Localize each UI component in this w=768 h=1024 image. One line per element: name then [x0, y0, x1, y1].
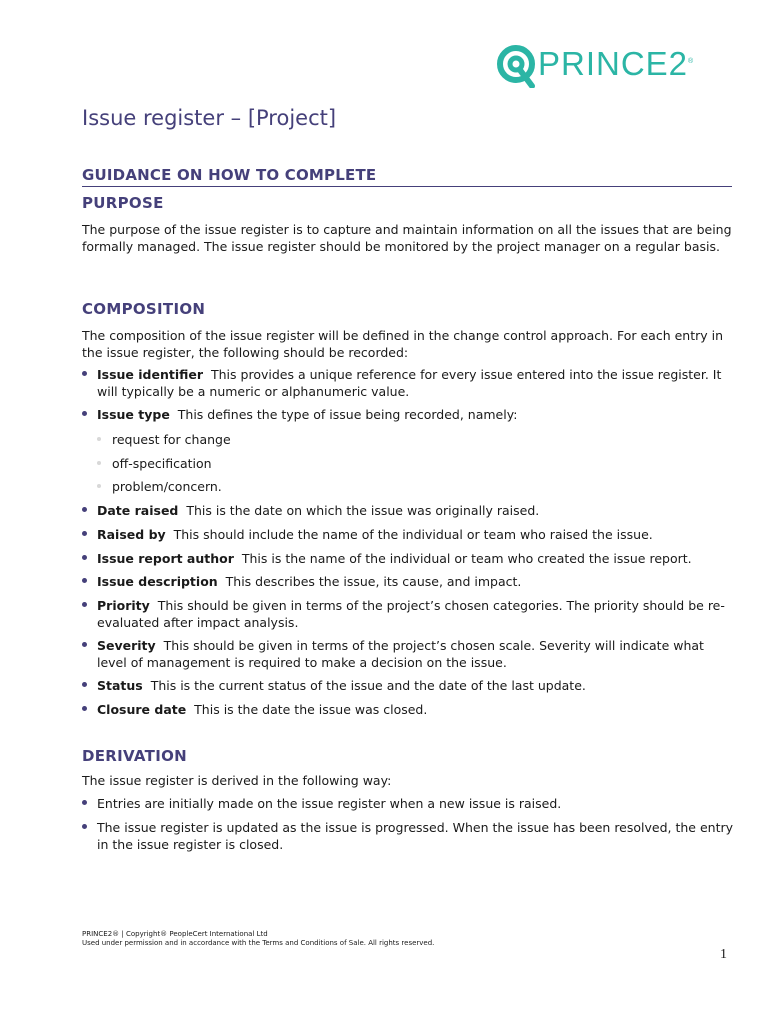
sub-item-request-for-change: request for change: [112, 432, 231, 447]
sub-bullet-icon: [97, 437, 101, 441]
bullet-icon: [82, 682, 87, 687]
bullet-icon: [82, 642, 87, 647]
bullet-icon: [82, 800, 87, 805]
prince2-logo: [496, 42, 736, 88]
purpose-heading: PURPOSE: [82, 194, 164, 212]
bullet-icon: [82, 531, 87, 536]
list-item-issue-type: Issue type This defines the type of issue being recorded, namely:: [97, 407, 518, 422]
footer-permission: Used under permission and in accordance with the Terms and Conditions of Sale. All rights reserved.: [82, 939, 435, 947]
composition-heading: COMPOSITION: [82, 300, 206, 318]
list-item-severity: Severity This should be given in terms of the project’s chosen scale. Severity will indicate what level of management is required to make a decision on the issue.: [97, 638, 704, 670]
bullet-icon: [82, 602, 87, 607]
sub-bullet-icon: [97, 484, 101, 488]
guidance-heading: GUIDANCE ON HOW TO COMPLETE: [82, 166, 732, 187]
list-item-issue-identifier: Issue identifier This provides a unique reference for every issue entered into the issue register. It will typically be a numeric or alphanumeric value.: [97, 367, 722, 399]
sub-item-problem-concern: problem/concern.: [112, 479, 222, 494]
list-item-date-raised: Date raised This is the date on which the issue was originally raised.: [97, 503, 540, 518]
prince2-logo-icon: [496, 42, 538, 88]
bullet-icon: [82, 555, 87, 560]
derivation-item: Entries are initially made on the issue register when a new issue is raised.: [97, 796, 562, 811]
sub-item-off-specification: off-specification: [112, 456, 212, 471]
purpose-text: The purpose of the issue register is to capture and maintain information on all the issues that are being formally managed. The issue register should be monitored by the project manager on a regular basis.: [82, 222, 732, 254]
bullet-icon: [82, 578, 87, 583]
footer: [82, 930, 434, 948]
list-item-issue-description: Issue description This describes the issue, its cause, and impact.: [97, 574, 522, 589]
derivation-item: The issue register is updated as the issue is progressed. When the issue has been resolved, the entry in the issue register is closed.: [97, 820, 734, 852]
list-item-status: Status This is the current status of the issue and the date of the last update.: [97, 678, 586, 693]
footer-copyright: PRINCE2® | Copyright® PeopleCert International Ltd: [82, 930, 268, 938]
derivation-heading: DERIVATION: [82, 747, 187, 765]
composition-intro: The composition of the issue register will be defined in the change control approach. For each entry in the issue register, the following should be recorded:: [82, 328, 724, 360]
bullet-icon: [82, 371, 87, 376]
list-item-closure-date: Closure date This is the date the issue was closed.: [97, 702, 428, 717]
bullet-icon: [82, 706, 87, 711]
list-item-issue-report-author: Issue report author This is the name of the individual or team who created the issue report.: [97, 551, 692, 566]
sub-bullet-icon: [97, 461, 101, 465]
bullet-icon: [82, 507, 87, 512]
list-item-priority: Priority This should be given in terms of the project’s chosen categories. The priority should be re-evaluated after impact analysis.: [97, 598, 725, 630]
document-title: Issue register – [Project]: [82, 106, 337, 130]
prince2-logo-text: PRINCE2®: [538, 45, 695, 82]
bullet-icon: [82, 411, 87, 416]
page-number: 1: [720, 947, 727, 962]
bullet-icon: [82, 824, 87, 829]
list-item-raised-by: Raised by This should include the name of the individual or team who raised the issue.: [97, 527, 653, 542]
derivation-intro: The issue register is derived in the following way:: [82, 773, 392, 788]
